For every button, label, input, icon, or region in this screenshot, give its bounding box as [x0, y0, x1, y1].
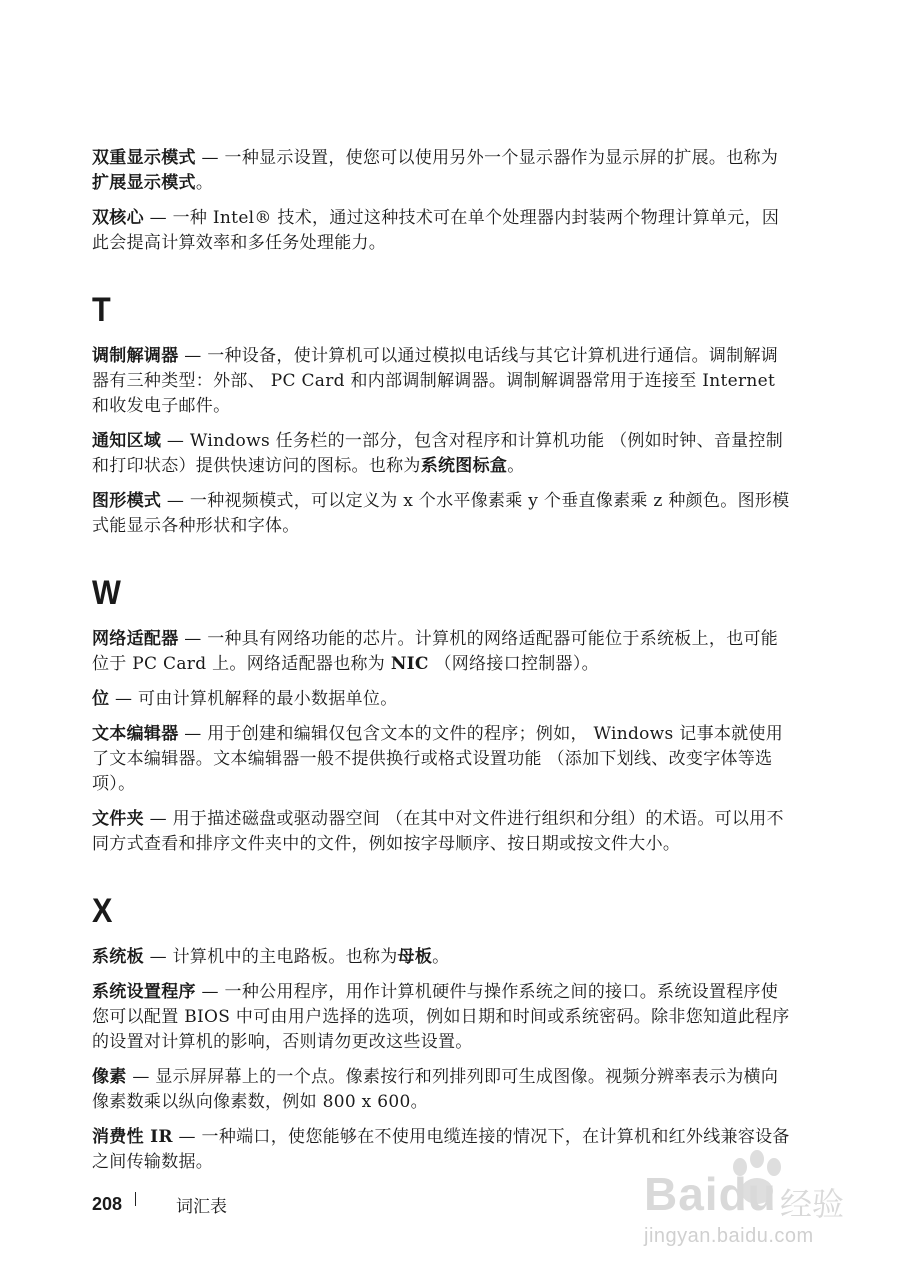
watermark-sub: 经验	[780, 1185, 845, 1223]
glossary-entry	[92, 1065, 792, 1115]
entry-body: — 一种视频模式，可以定义为 x 个水平像素乘 y 个垂直像素乘 z 种颜色。图形模式能显示各种形状和字体。	[92, 491, 790, 536]
section-letter: X	[92, 892, 113, 930]
footer-separator	[135, 1192, 136, 1206]
entries-top	[92, 146, 792, 256]
entry-body: — 一种设备，使计算机可以通过模拟电话线与其它计算机进行通信。调制解调器有三种类型：外部、 PC Card 和内部调制解调器。调制解调器常用于连接至 Internet 和收发电子邮件。	[92, 346, 779, 416]
glossary-entry	[92, 687, 792, 712]
entry-term: 消费性 IR	[92, 1127, 173, 1147]
entry-body: — 显示屏屏幕上的一个点。像素按行和列排列即可生成图像。视频分辨率表示为横向像素数乘以纵向像素数，例如 800 x 600。	[92, 1067, 779, 1112]
entry-body: — 用于创建和编辑仅包含文本的文件的程序；例如， Windows 记事本就使用了文本编辑器。文本编辑器一般不提供换行或格式设置功能 （添加下划线、改变字体等选项）。	[92, 724, 784, 794]
entry-term: 系统板	[92, 947, 144, 967]
section-letter: W	[92, 574, 121, 612]
entry-term: 文件夹	[92, 809, 144, 829]
section-w	[92, 573, 792, 857]
entry-tail: （网络接口控制器）。	[428, 654, 599, 674]
entry-term: 文本编辑器	[92, 724, 179, 744]
entry-tail: 。	[432, 947, 450, 967]
entry-emphasis: NIC	[390, 654, 429, 674]
glossary-entry	[92, 429, 792, 479]
entry-body: — 一种显示设置，使您可以使用另外一个显示器作为显示屏的扩展。也称为	[195, 148, 779, 168]
footer-title: 词汇表	[176, 1197, 227, 1217]
entry-term: 通知区域	[92, 431, 162, 451]
entry-term: 图形模式	[92, 491, 162, 511]
entry-term: 调制解调器	[92, 346, 179, 366]
watermark-url: jingyan.baidu.com	[644, 1225, 814, 1247]
glossary-entry	[92, 344, 792, 419]
glossary-entry	[92, 489, 792, 539]
section-x	[92, 891, 792, 1175]
entry-tail: 。	[507, 456, 525, 476]
glossary-content	[92, 146, 792, 1185]
entry-term: 像素	[92, 1067, 127, 1087]
entry-body: — 一种公用程序，用作计算机硬件与操作系统之间的接口。系统设置程序使您可以配置 BIOS 中可由用户选择的选项，例如日期和时间或系统密码。除非您知道此程序的设置对计算机的影响，否则请勿更改这些设置。	[92, 982, 790, 1052]
section-t	[92, 290, 792, 539]
baidu-watermark	[630, 1145, 890, 1275]
entry-term: 网络适配器	[92, 629, 179, 649]
entry-term: 双核心	[92, 208, 144, 228]
entry-emphasis: 扩展显示模式	[92, 173, 196, 193]
glossary-entry	[92, 627, 792, 677]
entry-body: — 一种 Intel® 技术，通过这种技术可在单个处理器内封装两个物理计算单元，因此会提高计算效率和多任务处理能力。	[92, 208, 780, 253]
entry-emphasis: 母板	[397, 947, 433, 967]
entry-emphasis: 系统图标盒	[420, 456, 508, 476]
section-letter: T	[92, 291, 111, 329]
glossary-entry	[92, 807, 792, 857]
entry-term: 双重显示模式	[92, 148, 196, 168]
entry-body: — 一种端口，使您能够在不使用电缆连接的情况下，在计算机和红外线兼容设备之间传输数据。	[92, 1127, 790, 1172]
entry-term: 系统设置程序	[92, 982, 196, 1002]
glossary-entry	[92, 146, 792, 196]
glossary-entry	[92, 722, 792, 797]
entry-tail: 。	[195, 173, 214, 193]
entry-body: — 一种具有网络功能的芯片。计算机的网络适配器可能位于系统板上，也可能位于 PC Card 上。网络适配器也称为	[92, 629, 779, 674]
entry-body: — 用于描述磁盘或驱动器空间 （在其中对文件进行组织和分组）的术语。可以用不同方式查看和排序文件夹中的文件，例如按字母顺序、按日期或按文件大小。	[92, 809, 784, 854]
entry-body: — 可由计算机解释的最小数据单位。	[109, 689, 398, 709]
page-number: 208	[92, 1194, 123, 1214]
entry-term: 位	[92, 689, 110, 709]
watermark-brand: Baidu	[644, 1168, 777, 1220]
entry-body: — Windows 任务栏的一部分，包含对程序和计算机功能 （例如时钟、音量控制和打印状态）提供快速访问的图标。也称为	[92, 431, 784, 476]
glossary-entry	[92, 206, 792, 256]
glossary-entry	[92, 980, 792, 1055]
glossary-entry	[92, 945, 792, 970]
entry-body: — 计算机中的主电路板。也称为	[143, 947, 398, 967]
